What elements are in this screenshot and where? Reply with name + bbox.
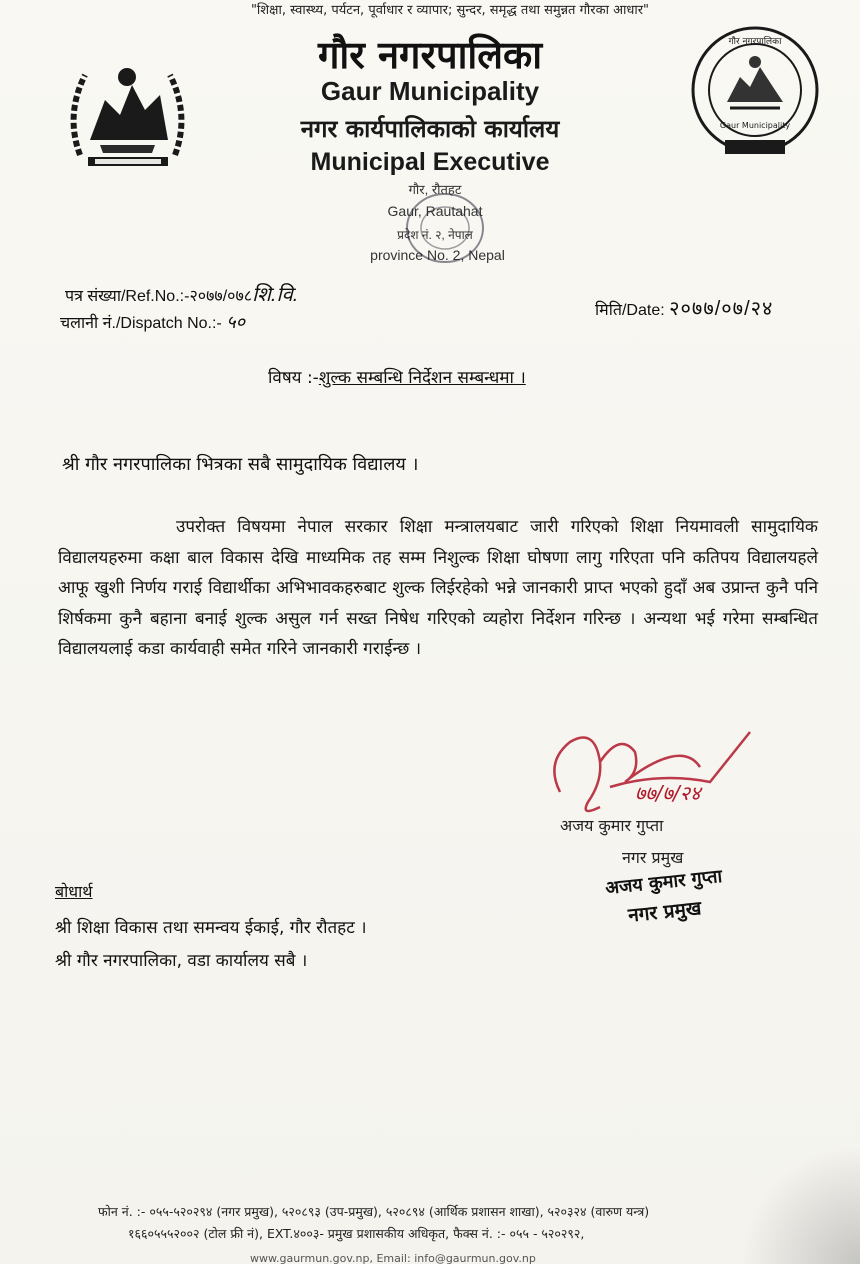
dispatch-number-row [60,310,245,334]
municipality-title-nepali: गौर नगरपालिका [317,33,543,77]
address-line-4: province No. 2, Nepal [370,247,505,263]
signer-name: अजय कुमार गुप्ता [560,816,664,835]
nepal-emblem-logo [60,45,195,175]
signer-title: नगर प्रमुख [622,848,684,867]
cc-item: श्री गौर नगरपालिका, वडा कार्यालय सबै । [55,951,308,971]
slogan: "शिक्षा, स्वास्थ्य, पर्यटन, पूर्वाधार र व्यापार; सुन्दर, समृद्ध तथा समुन्नत गौरका आधार" [250,3,650,18]
addressee: श्री गौर नगरपालिका भित्रका सबै सामुदायिक विद्यालय । [62,454,419,475]
subject-line [268,365,526,388]
subject-text: शुल्क सम्बन्धि निर्देशन सम्बन्धमा । [318,368,526,388]
footer-contact-line-2: १६६०५५५२००२ (टोल फ्री नं), EXT.४००३- प्रमुख प्रशासकीय अधिकृत, फैक्स नं. :- ०५५ - ५२०२९२, [128,1226,585,1241]
cc-heading: बोधार्थ [55,882,93,901]
address-line-3: प्रदेश नं. २, नेपाल [397,228,473,242]
address-line-1: गौर, रौतहट [408,182,462,197]
footer-contact-line-3: www.gaurmun.gov.np, Email: info@gaurmun.gov.np [250,1252,536,1264]
body-paragraph: उपरोक्त विषयमा नेपाल सरकार शिक्षा मन्त्रालयबाट जारी गरिएको शिक्षा नियमावली सामुदायिक विद्यालयहरुमा कक्षा बाल विकास देखि माध्यमिक तह सम्म निशुल्क शिक्षा घोषणा लागु गरिएता पनि कतिपय विद्यालयहले आफू खुशी निर्णय गराई विद्यार्थीका अभिभावकहरुबाट शुल्क लिईरहेको भन्ने जानकारी प्राप्त भएको हुदाँ अब उप्रान्त कुनै पनि शिर्षकमा कुनै बहाना बनाई शुल्क असुल गर्न सख्त निषेध गरिएको व्यहोरा निर्देशन गरिन्छ । अन्यथा भई गरेमा सम्बन्धित विद्यालयलाई कडा कार्यवाही समेत गरिने जानकारी गराईन्छ । [58,517,818,659]
municipality-seal-logo [685,22,825,160]
stamp-title: नगर प्रमुख [627,897,703,927]
municipality-title-english: Gaur Municipality [320,76,540,106]
office-title-english: Municipal Executive [310,148,550,176]
ref-label: पत्र संख्या/Ref.No.:- [65,288,190,305]
office-title-nepali: नगर कार्यपालिकाको कार्यालय [300,115,560,143]
ref-number-row [65,280,298,307]
ref-handwritten: शि.वि. [252,284,299,306]
ref-value: २०७७/०७८ [189,288,253,305]
cc-item: श्री शिक्षा विकास तथा समन्वय ईकाई, गौर रौतहट । [55,918,367,938]
letter-body [58,512,818,665]
seal-bottom-text: Gaur Municipality [719,121,791,130]
date-row [595,294,773,321]
dispatch-label: चलानी नं./Dispatch No.:- [60,315,222,332]
date-value: २०७७/०७/२४ [669,298,774,320]
address-line-2: Gaur, Rautahat [387,203,483,219]
signature-date: ७७/७/२४ [635,781,701,805]
seal-top-text: गौर नगरपालिका [728,37,782,47]
subject-prefix: विषय :- [268,368,319,388]
dispatch-value: ५० [226,312,245,332]
office-stamp-mark [400,186,490,270]
stamp-name: अजय कुमार गुप्ता [604,865,724,900]
page-shadow [740,1144,860,1264]
footer-contact-line-1: फोन नं. :- ०५५-५२०२९४ (नगर प्रमुख), ५२०८९३ (उप-प्रमुख), ५२०८९४ (आर्थिक प्रशासन शाखा), ५२०३२४ (वारुण यन्त्र) [98,1204,650,1219]
date-label: मिति/Date: [595,302,665,319]
handwritten-signature [540,722,760,827]
